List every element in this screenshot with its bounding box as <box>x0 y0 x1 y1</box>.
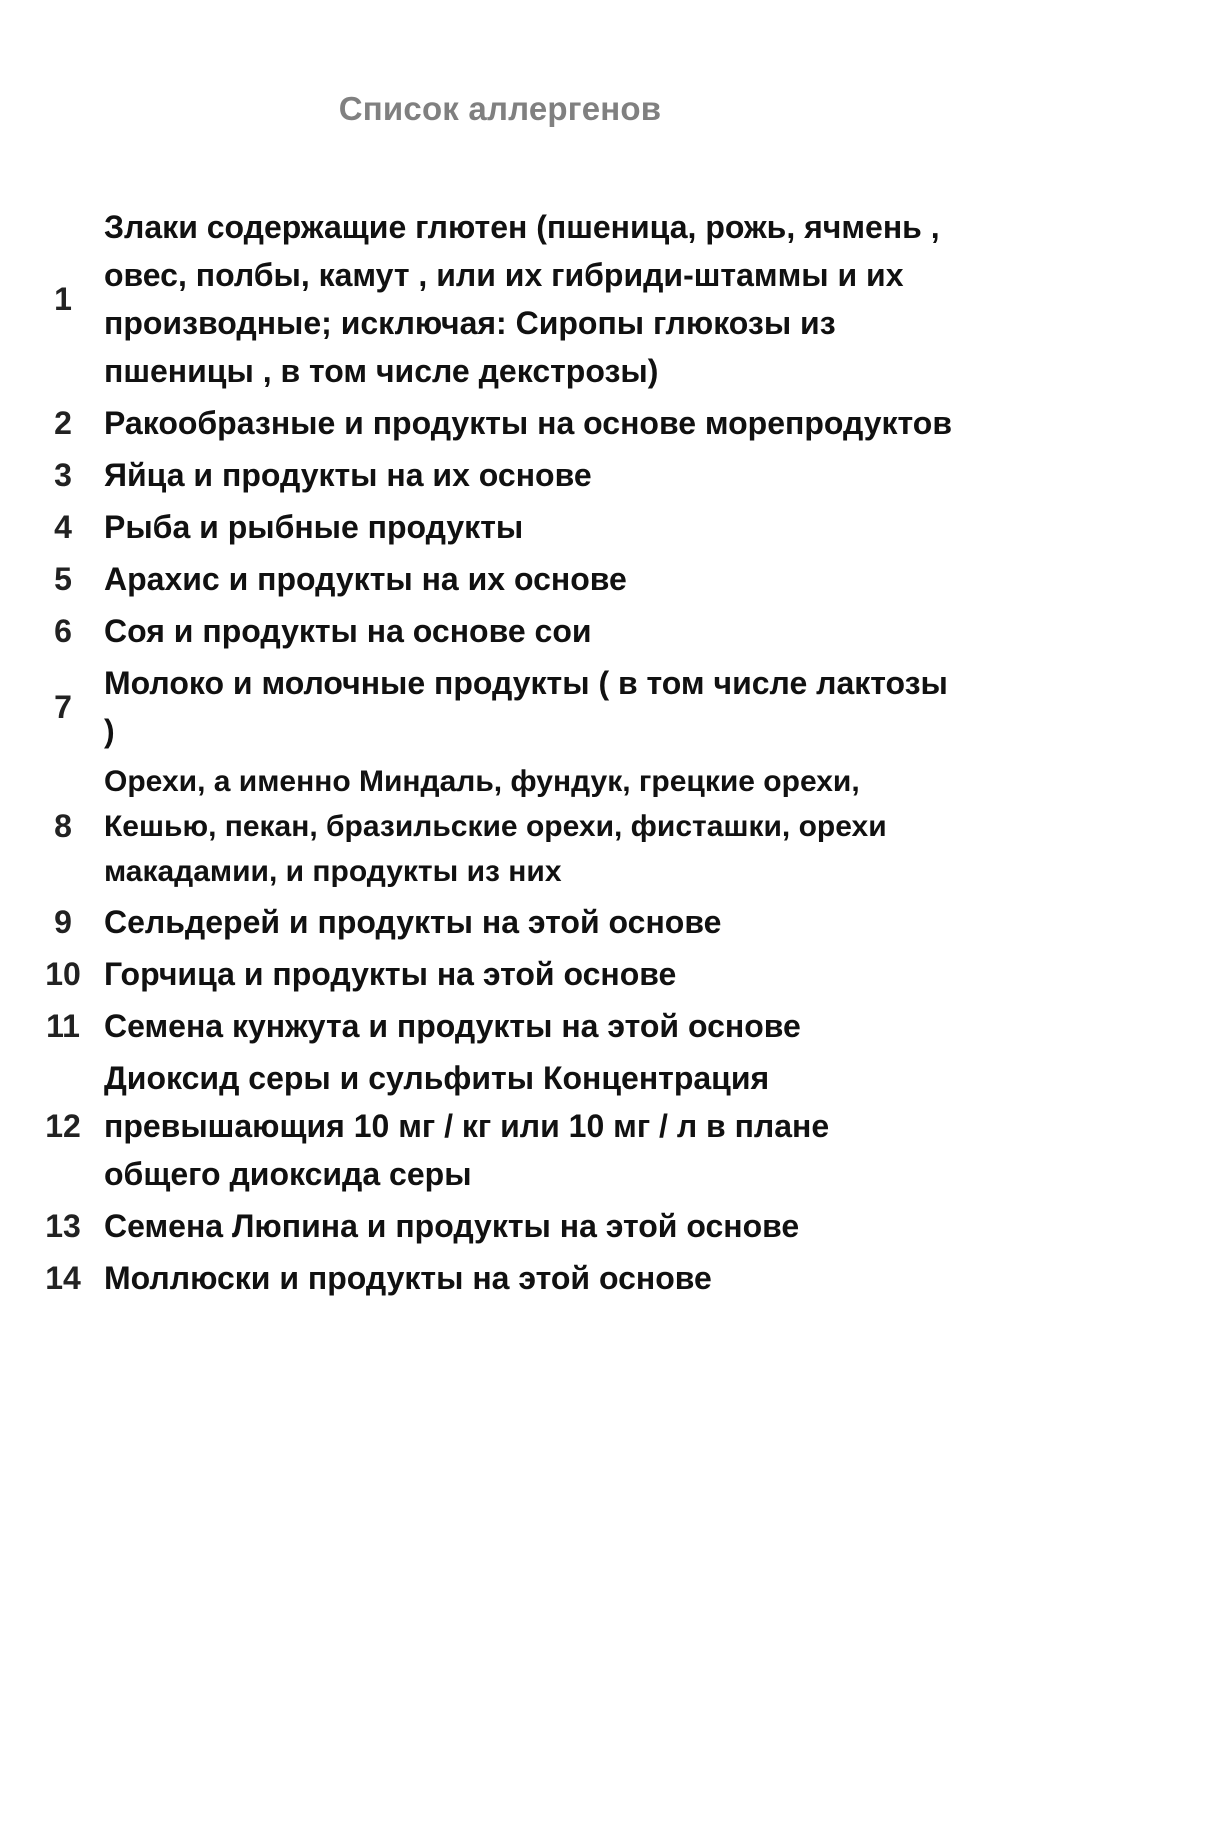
item-number: 3 <box>54 456 72 493</box>
item-number: 13 <box>45 1207 81 1244</box>
allergen-list <box>22 203 952 1306</box>
item-number: 12 <box>45 1107 81 1144</box>
list-item <box>22 503 952 551</box>
list-item <box>22 555 952 603</box>
list-item <box>22 451 952 499</box>
item-number: 10 <box>45 955 81 992</box>
item-text: Диоксид серы и сульфиты Концентрация превышающия 10 мг / кг или 10 мг / л в плане общего диоксида серы <box>104 1060 830 1192</box>
list-item <box>22 1002 952 1050</box>
list-item <box>22 203 952 395</box>
item-text: Рыба и рыбные продукты <box>104 509 524 545</box>
item-text: Семена кунжута и продукты на этой основе <box>104 1008 801 1044</box>
item-text: Яйца и продукты на их основе <box>104 457 592 493</box>
item-number: 1 <box>54 280 72 317</box>
item-text: Орехи, а именно Миндаль, фундук, грецкие орехи, Кешью, пекан, бразильские орехи, фисташки, орехи макадамии, и продукты из них <box>104 765 887 888</box>
list-item <box>22 759 952 894</box>
list-item <box>22 1054 952 1198</box>
item-number: 7 <box>54 688 72 725</box>
item-number: 9 <box>54 903 72 940</box>
item-text: Соя и продукты на основе сои <box>104 613 592 649</box>
item-text: Злаки содержащие глютен (пшеница, рожь, ячмень , овес, полбы, камут , или их гибриди-штаммы и их производные; исключая: Сиропы глюкозы из пшеницы , в том числе декстрозы) <box>104 209 940 389</box>
item-number: 14 <box>45 1259 81 1296</box>
list-item <box>22 950 952 998</box>
item-number: 8 <box>54 808 72 844</box>
item-text: Молоко и молочные продукты ( в том числе лактозы ) <box>104 665 948 749</box>
item-number: 5 <box>54 560 72 597</box>
item-text: Семена Люпина и продукты на этой основе <box>104 1208 800 1244</box>
item-text: Арахис и продукты на их основе <box>104 561 627 597</box>
list-item <box>22 898 952 946</box>
item-number: 2 <box>54 404 72 441</box>
item-number: 11 <box>46 1007 80 1044</box>
list-item <box>22 1254 952 1302</box>
item-text: Сельдерей и продукты на этой основе <box>104 904 722 940</box>
item-text: Моллюски и продукты на этой основе <box>104 1260 712 1296</box>
item-text: Ракообразные и продукты на основе морепродуктов <box>104 405 952 441</box>
list-item <box>22 607 952 655</box>
item-text: Горчица и продукты на этой основе <box>104 956 677 992</box>
list-item <box>22 1202 952 1250</box>
item-number: 4 <box>54 508 72 545</box>
item-number: 6 <box>54 612 72 649</box>
list-item <box>22 399 952 447</box>
list-item <box>22 659 952 755</box>
page-title: Список аллергенов <box>338 90 662 127</box>
